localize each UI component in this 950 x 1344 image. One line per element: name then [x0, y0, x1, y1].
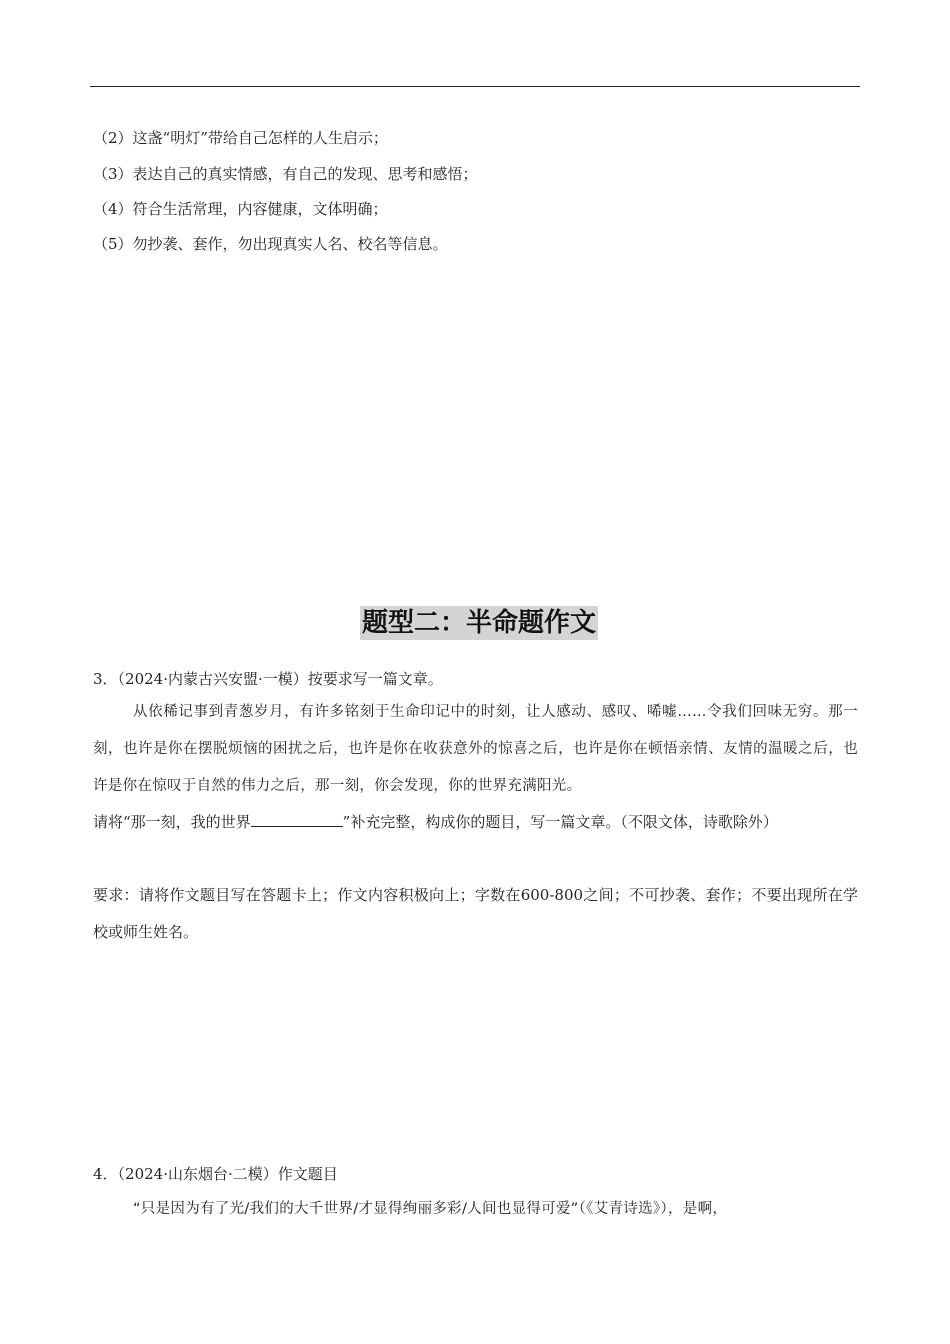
requirement-item: （5）勿抄袭、套作，勿出现真实人名、校名等信息。: [93, 235, 448, 253]
section-heading: 题型二：半命题作文: [362, 608, 597, 638]
question-3-title: 3．（2024·内蒙古兴安盟·一模）按要求写一篇文章。: [93, 670, 443, 688]
requirement-item: （4）符合生活常理，内容健康，文体明确；: [93, 200, 388, 218]
fill-in-blank: [251, 812, 343, 827]
question-3-requirement: 要求：请将作文题目写在答题卡上；作文内容积极向上；字数在600-800之间；不可抄袭、套作；不要出现所在学校或师生姓名。: [93, 886, 858, 941]
instruction-after: ”补充完整，构成你的题目，写一篇文章。（不限文体，诗歌除外）: [342, 813, 778, 831]
instruction-before: 请将“那一刻，我的世界: [93, 813, 251, 831]
question-3-instruction: [93, 804, 858, 841]
requirement-item: （2）这盏“明灯”带给自己怎样的人生启示；: [93, 129, 388, 147]
header-rule: [90, 86, 860, 87]
requirement-item: （3）表达自己的真实情感，有自己的发现、思考和感悟；: [93, 165, 478, 183]
question-4-title: 4．（2024·山东烟台·二模）作文题目: [93, 1165, 338, 1183]
question-4-passage: “只是因为有了光/我们的大千世界/才显得绚丽多彩/人间也显得可爱”（《艾青诗选》），是啊，: [133, 1201, 728, 1217]
question-3-passage: 从依稀记事到青葱岁月，有许多铭刻于生命印记中的时刻，让人感动、感叹、唏嘘……令我们回味无穷。那一刻，也许是你在摆脱烦恼的困扰之后，也许是你在收获意外的惊喜之后，也许是你在顿悟亲情、友情的温暖之后，也许是你在惊叹于自然的伟力之后，那一刻，你会发现，你的世界充满阳光。: [93, 704, 858, 794]
